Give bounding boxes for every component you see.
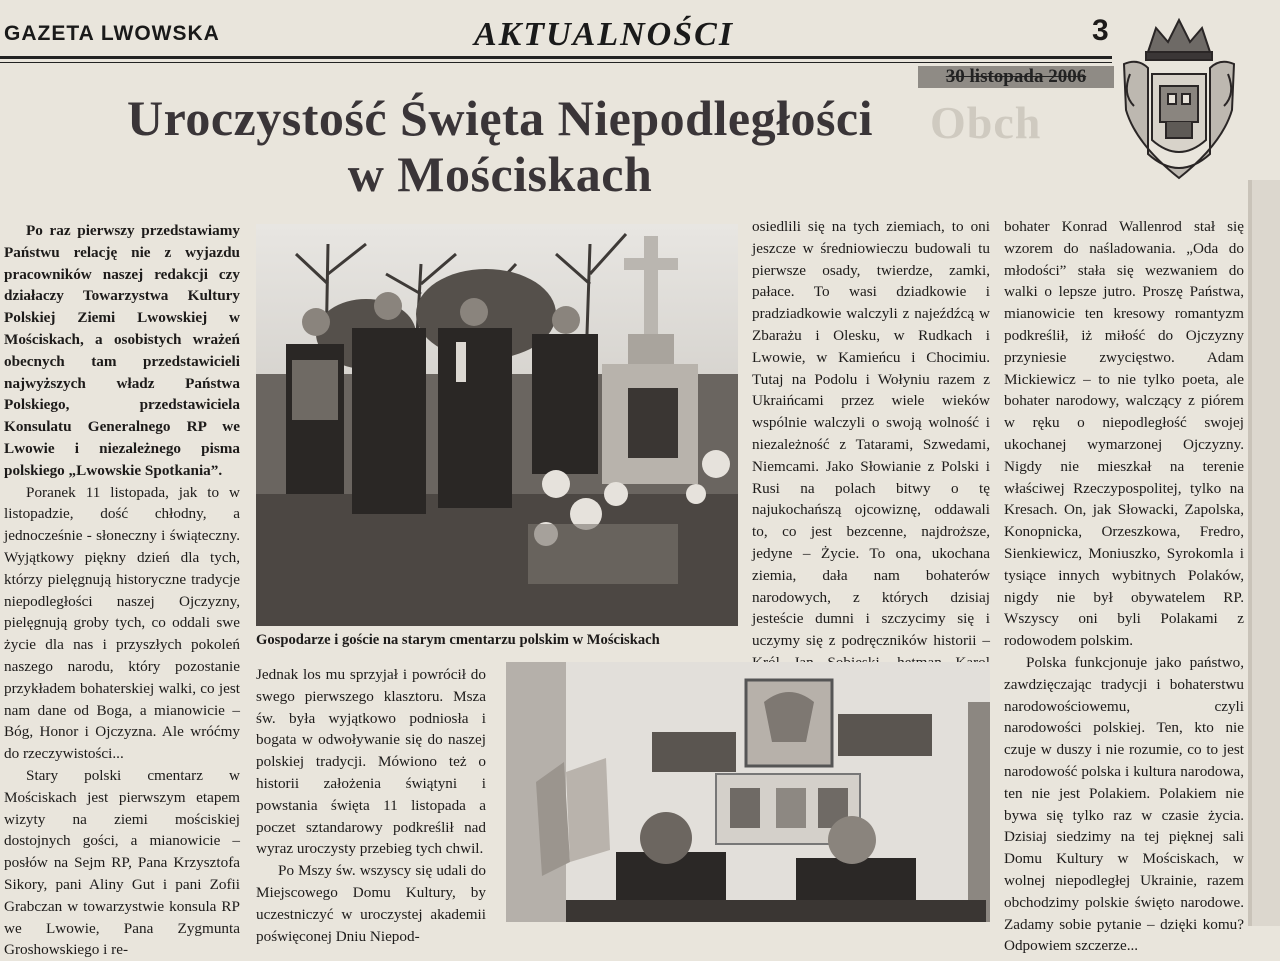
- article-headline: [40, 90, 960, 202]
- column-1: [4, 220, 240, 961]
- column-2: [256, 664, 486, 947]
- headline-line-2: w Mościskach: [347, 146, 653, 202]
- bleed-through-text: Obch: [930, 97, 1042, 148]
- photo-culture-hall: [506, 662, 990, 922]
- photo-cemetery: [256, 224, 738, 626]
- header-rule: [0, 56, 1112, 59]
- city-coat-of-arms-icon: [1118, 14, 1240, 182]
- header-rule-thin: [0, 62, 1112, 63]
- paragraph: Stary polski cmentarz w Mościskach jest pierwszym etapem wizyty na ziemi mościskiej dostojnych gości, a mianowicie – posłów na Sejm RP, Pana Krzysztofa Sikory, pani Aliny Gut i pani Zofii Grabczan w towarzystwie konsula RP we Lwowie, Pana Zygmunta Groshowskiego i re-: [4, 766, 240, 959]
- article-lead: Po raz pierwszy przedstawiamy Państwu relację nie z wyjazdu pracowników naszej redakcji czy działaczy Towarzystwa Kultury Polskiej Ziemi Lwowskiej w Mościskach, a osobistych wrażeń obecnych tam przedstawicieli najwyższych władz Państwa Polskiego, przedstawiciela Konsulatu Generalnego RP we Lwowie i niezależnego pisma polskiego „Lwowskie Spotkania”.: [4, 222, 240, 479]
- paragraph: Poranek 11 listopada, jak to w listopadzie, dość chłodny, a jednocześnie - słoneczny i świąteczny. Wyjątkowy piękny dzień dla tych, którzy pielęgnują historyczne tradycje niepodległości naszej Ojczyzny, pielęgnują groby tych, co oddali swe życie dla nas i przyszłych pokoleń naszego narodu, który pozostanie przykładem bohaterskiej walki, co jest nam dane od Boga, a mianowicie – Bóg, Honor i Ojczyzna. Ale wróćmy do rzeczywistości...: [4, 483, 240, 763]
- paragraph: Po Mszy św. wszyscy się udali do Miejscowego Domu Kultury, by uczestniczyć w uroczystej akademii poświęconej Dniu Niepod-: [256, 862, 486, 945]
- issue-date: 30 listopada 2006: [918, 66, 1114, 88]
- section-name: AKTUALNOŚCI: [474, 16, 735, 53]
- headline-line-1: Uroczystość Święta Niepodległości: [126, 90, 874, 146]
- paragraph: osiedlili się na tych ziemiach, to oni jeszcze w średniowieczu budowali tu pierwsze osady, twierdze, zamki, pałace. To wasi dziadkowie i pradziadkowie walczyli z najeźdźcą w Zbarażu i Olesku, w Rudkach i Lwowie, w Kamieńcu i Chocimiu. Tutaj na Podolu i Wołyniu razem z Ukraińcami przez wiele wieków wspólnie walczyli o swoją wolność i niezależność z Tatarami, Szwedami, Niemcami. Jako Słowianie z Polski i Rusi na polach bitwy o tę najukochańszą ojcowiznę, oddawali to, co jest bezcenne, najdroższe, jedyne – Życie. To ona, ukochana ziemia, dała nam bohaterów narodowych, z których dzisiaj jesteście dumni i szczycimy się i uczymy się z podręczników historii –: [752, 218, 990, 650]
- paragraph: Polska funkcjonuje jako państwo, zawdzięczając tradycji i bohaterstwu narodowościowemu, czyli narodowości polskiej. Ten, kto nie czuje w duszy i nie rozumie, co to jest narodowość polska i kultura narodowa, ten nie jest Polakiem. Polakiem nie bywa się tylko raz w czasie życia. Dzisiaj siedzimy na tej pięknej sali Domu Kultury w Mościskach, w wolnej niepodległej Ukrainie, razem obchodzimy polskie święto narodowe. Zadamy sobie pytanie – dzięki komu? Odpowiem szczerze...: [1004, 653, 1244, 955]
- paragraph: bohater Konrad Wallenrod stał się wzorem do naśladowania. „Oda do młodości” stała się wezwaniem do walki o lepsze jutro. Proszę Państwa, mianowicie ten kresowy romantyzm podkreślił, iż miłość do Ojczyzny przyniesie zwycięstwo. Adam Mickiewicz – to nie tylko poeta, ale bohater narodowy, walczący z piórem w ręku o niepodległość swojej ukochanej wymarzonej Ojczyzny. Nigdy nie mieszkał na terenie właściwej Rzeczypospolitej, tylko na Kresach. On, jak Słowacki, Zapolska, Konopnicka, Orzeszkowa, Fredro, Sienkiewicz, Moniuszko, Syrokomla i tysiące innych wybitnych Polaków, nigdy nie był obywatelem RP. Wszyscy oni byli Polakami z rodowodem polskim.: [1004, 218, 1244, 650]
- page-header: [0, 0, 1280, 70]
- column-4: [1004, 216, 1244, 957]
- photo-caption: Gospodarze i goście na starym cmentarzu polskim w Mościskach: [256, 632, 660, 648]
- page-number: 3: [1092, 14, 1109, 47]
- column-3: [752, 216, 990, 696]
- newspaper-name: GAZETA LWOWSKA: [4, 22, 220, 45]
- page-edge: [1248, 180, 1280, 926]
- paragraph: Jednak los mu sprzyjał i powrócił do swego pierwszego klasztoru. Msza św. była wyjątkowo podniosła i bogata w odwoływanie się do naszej polskiej tradycji. Mówiono też o historii założenia świątyni i powstania święta 11 listopada a poczet sztandarowy podkreślił nad wyraz uroczysty przebieg tych chwil.: [256, 666, 486, 858]
